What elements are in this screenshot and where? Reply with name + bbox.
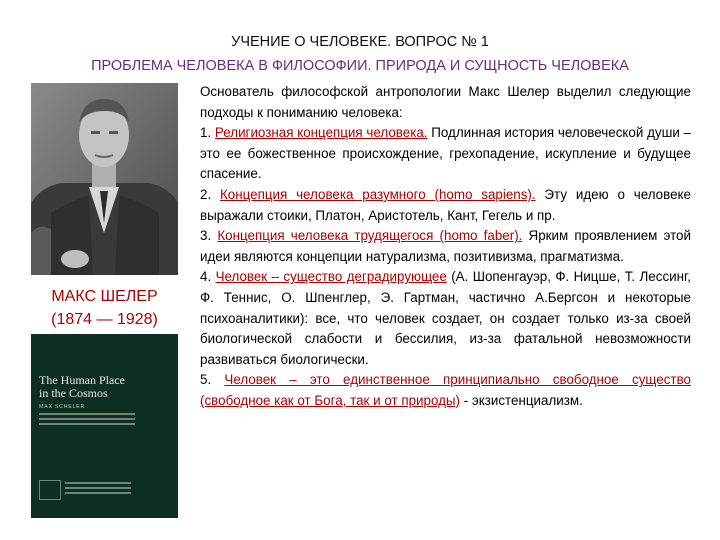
caption-name: МАКС ШЕЛЕР	[51, 288, 158, 305]
portrait-photo	[31, 83, 178, 275]
book-subtitle-lines	[39, 413, 135, 428]
caption-years: (1874 — 1928)	[51, 311, 158, 328]
approach-heading-3: Концепция человека трудящегося (homo faber).	[217, 228, 523, 244]
book-author: MAX SCHELER	[39, 404, 86, 410]
title-line-1: УЧЕНИЕ О ЧЕЛОВЕКЕ. ВОПРОС № 1	[231, 34, 489, 50]
main-text	[200, 82, 691, 412]
book-title: The Human Place in the Cosmos	[39, 373, 125, 400]
title-line-2: ПРОБЛЕМА ЧЕЛОВЕКА В ФИЛОСОФИИ. ПРИРОДА И СУЩНОСТЬ ЧЕЛОВЕКА	[91, 58, 629, 74]
approach-heading-4: Человек – существо деградирующее	[215, 269, 447, 285]
approach-heading-1: Религиозная концепция человека.	[214, 125, 428, 141]
portrait-caption	[31, 285, 178, 331]
book-cover	[31, 334, 178, 518]
approach-heading-5: Человек – это единственное принципиально свободное существо (свободное как от Бога, так и от природы)	[200, 372, 691, 408]
approach-item-4: 4. Человек – существо деградирующее (А. Шопенгауэр, Ф. Ницше, Т. Лессинг, Ф. Теннис, О. Шпенглер, Э. Гартман, частично А.Бергсон и некоторые психоаналитики): все, что человек создает, он создает только из-за своей биологической слабости и бессилия, из-за фатальной невозможности развиваться биологически.	[200, 269, 691, 367]
intro-paragraph: Основатель философской антропологии Макс Шелер выделил следующие подходы к пониманию человека:	[200, 84, 691, 120]
approach-item-3: 3. Концепция человека трудящегося (homo faber). Ярким проявлением этой идеи являются концепции натурализма, позитивизма, прагматизма.	[200, 228, 691, 264]
publisher-logo-icon	[39, 480, 61, 500]
approach-item-1: 1. Религиозная концепция человека. Подлинная история человеческой души – это ее божественное происхождение, грехопадение, искупление и будущее спасение.	[200, 125, 691, 182]
approach-item-2: 2. Концепция человека разумного (homo sapiens). Эту идею о человеке выражали стоики, Платон, Аристотель, Кант, Гегель и пр.	[200, 186, 691, 223]
book-publisher-lines	[65, 482, 131, 497]
approach-heading-2: Концепция человека разумного (homo sapiens).	[220, 186, 536, 202]
approach-item-5: 5. Человек – это единственное принципиально свободное существо (свободное как от Бога, так и от природы) - экзистенциализм.	[200, 372, 691, 408]
